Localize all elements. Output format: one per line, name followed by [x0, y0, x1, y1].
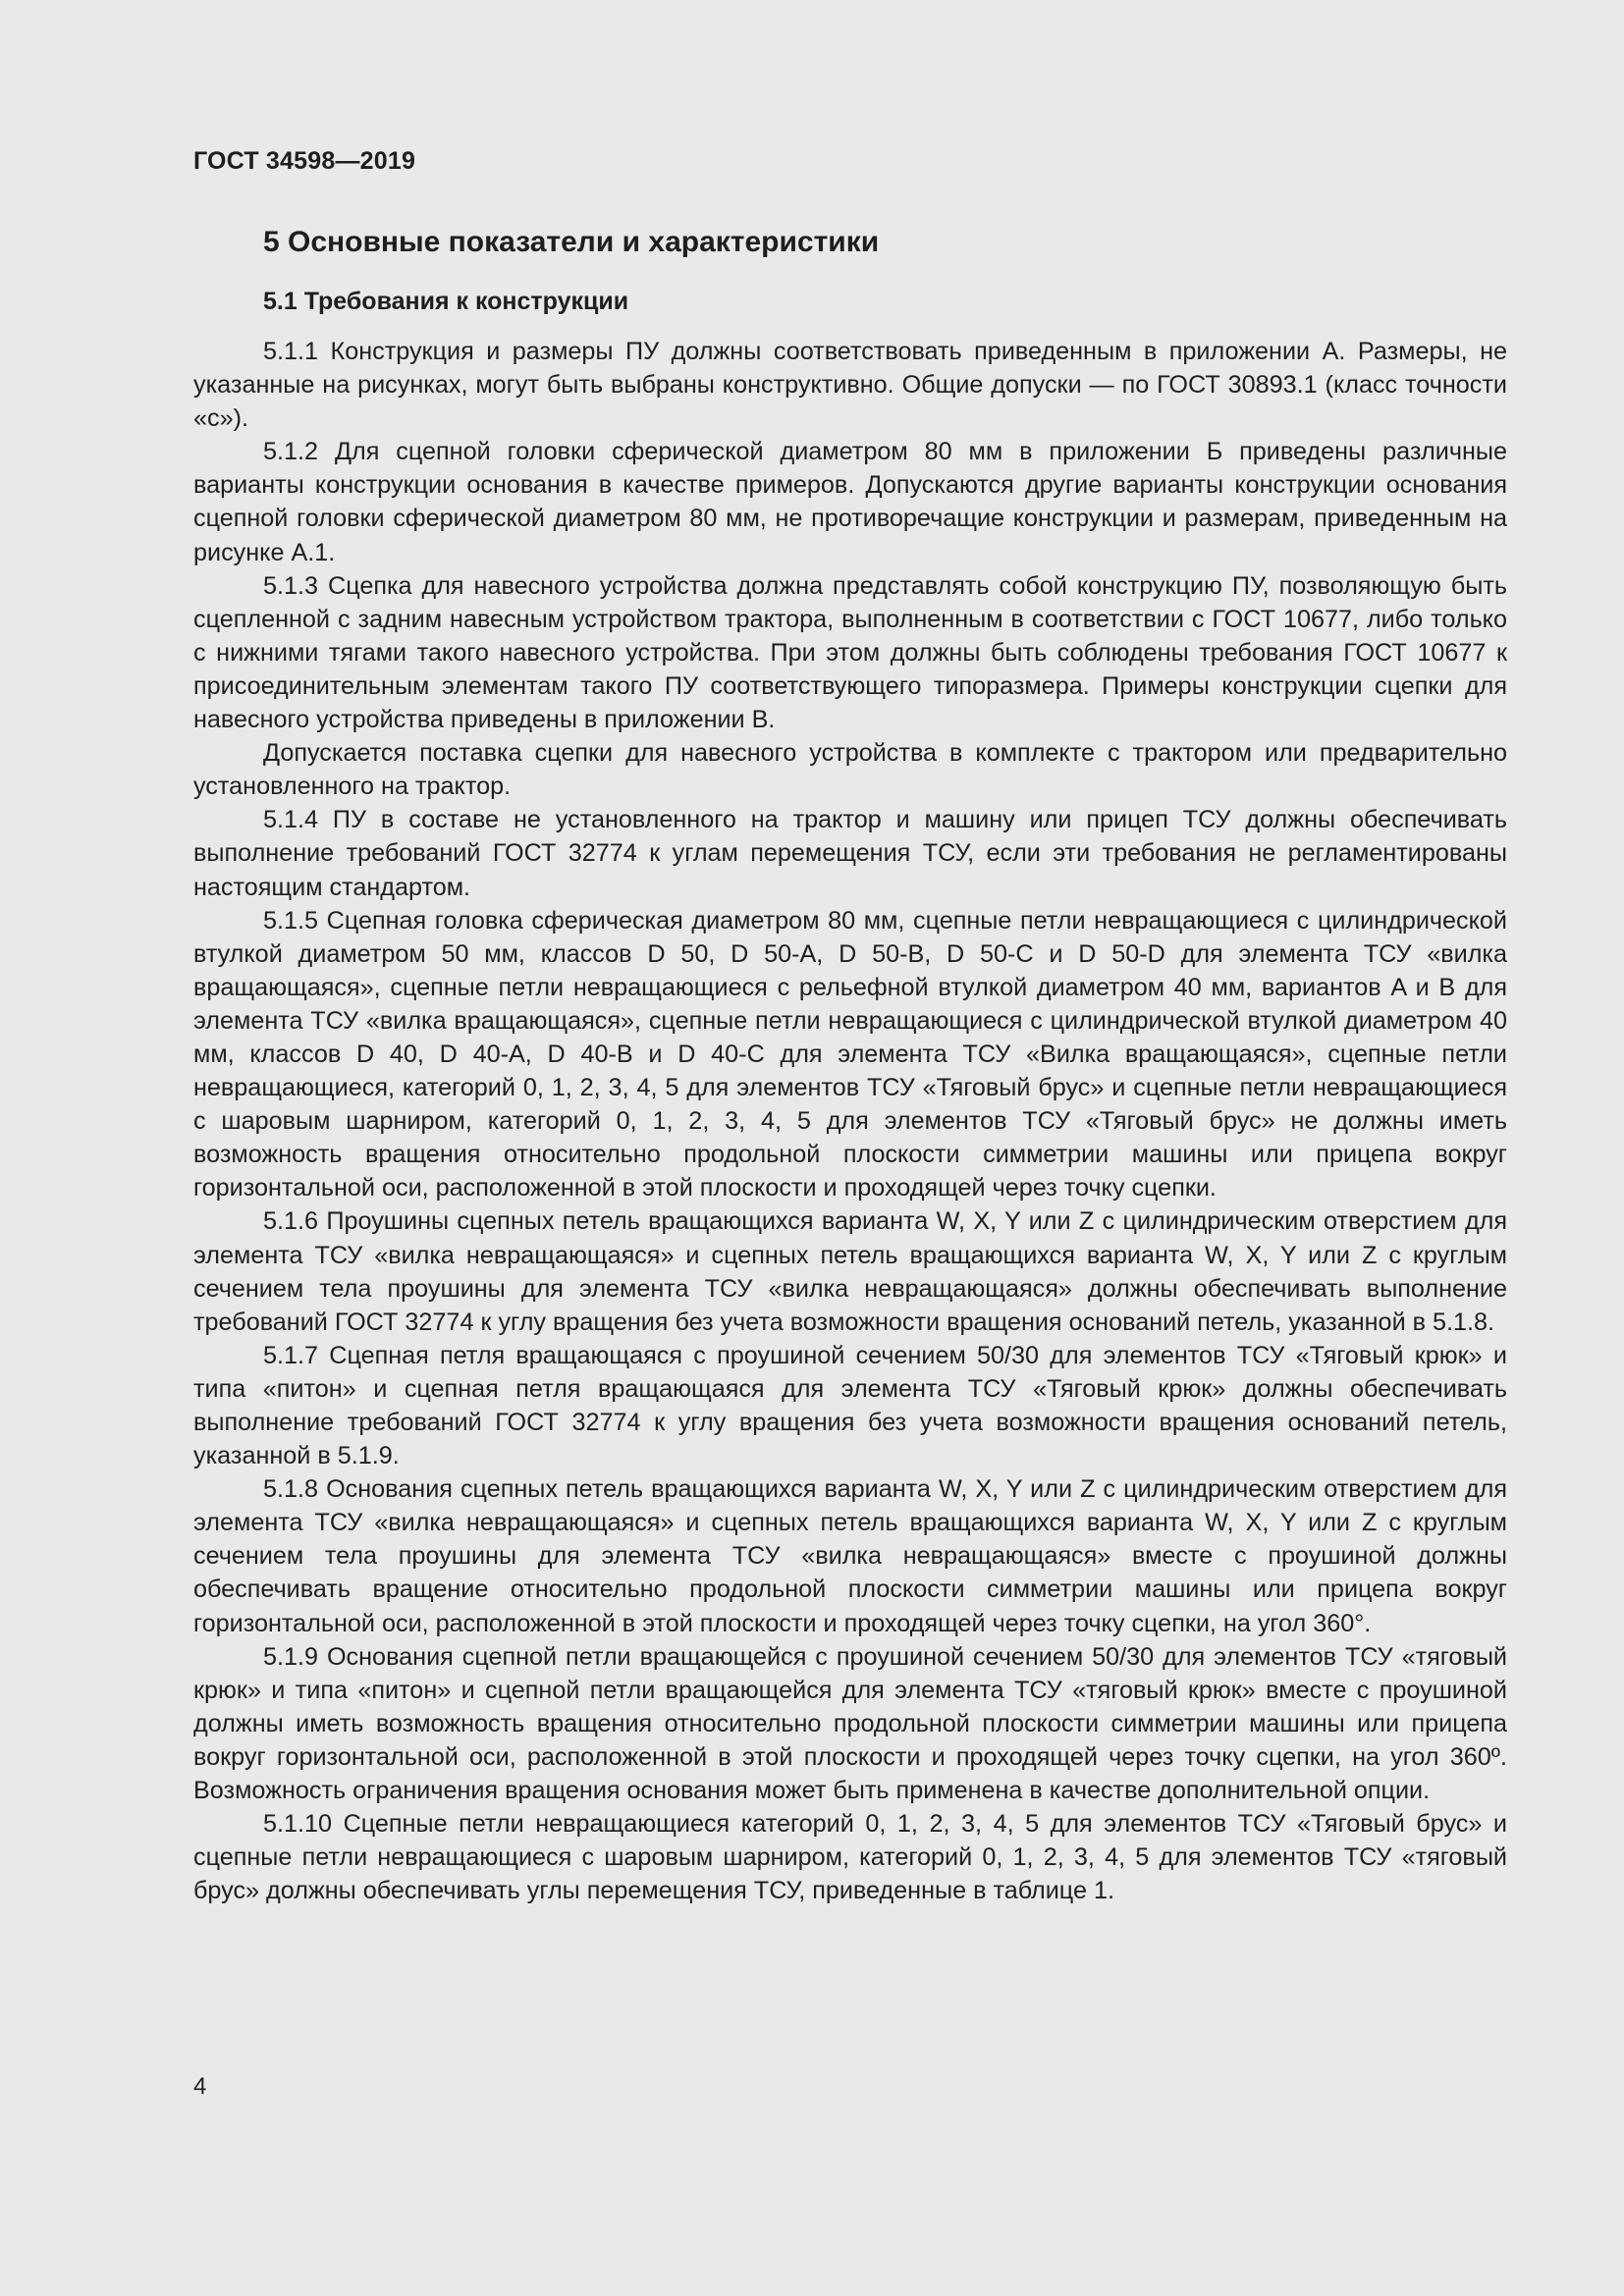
- body-text: [193, 335, 1507, 1907]
- paragraph-5-1-4: 5.1.4 ПУ в составе не установленного на трактор и машину или прицеп ТСУ должны обеспечивать выполнение требований ГОСТ 32774 к углам перемещения ТСУ, если эти требования не регламентированы настоящим стандартом.: [193, 806, 1507, 901]
- paragraph-5-1-9: 5.1.9 Основания сцепной петли вращающейся с проушиной сечением 50/30 для элементов ТСУ «тяговый крюк» и типа «питон» и сцепной петли вращающейся для элемента ТСУ «тяговый крюк» вместе с проушиной должны иметь возможность вращения относительно продольной плоскости симметрии машины или прицепа вокруг горизонтальной оси, расположенной в этой плоскости и проходящей через точку сцепки, на угол 360º. Возможность ограничения вращения основания может быть применена в качестве дополнительной опции.: [193, 1642, 1507, 1805]
- document-header: ГОСТ 34598—2019: [193, 147, 416, 175]
- paragraph-5-1-2: 5.1.2 Для сцепной головки сферической диаметром 80 мм в приложении Б приведены различные варианты конструкции основания в качестве примеров. Допускаются другие варианты конструкции основания сцепной головки сферической диаметром 80 мм, не противоречащие конструкции и размерам, приведенным на рисунке А.1.: [193, 438, 1507, 566]
- paragraph-5-1-1: 5.1.1 Конструкция и размеры ПУ должны соответствовать приведенным в приложении А. Размеры, не указанные на рисунках, могут быть выбраны конструктивно. Общие допуски — по ГОСТ 30893.1 (класс точности «с»).: [193, 338, 1507, 433]
- paragraph-5-1-3: 5.1.3 Сцепка для навесного устройства должна представлять собой конструкцию ПУ, позволяющую быть сцепленной с задним навесным устройством трактора, выполненным в соответствии с ГОСТ 10677, либо только с нижними тягами такого навесного устройства. При этом должны быть соблюдены требования ГОСТ 10677 к присоединительным элементам такого ПУ соответствующего типоразмера. Примеры конструкции сцепки для навесного устройства приведены в приложении В.: [193, 571, 1507, 734]
- paragraph-5-1-8: 5.1.8 Основания сцепных петель вращающихся варианта W, X, Y или Z с цилиндрическим отверстием для элемента ТСУ «вилка невращающаяся» и сцепных петель вращающихся варианта W, X, Y или Z с круглым сечением тела проушины для элемента ТСУ «вилка невращающаяся» вместе с проушиной должны обеспечивать вращение относительно продольной плоскости симметрии машины или прицепа вокруг горизонтальной оси, расположенной в этой плоскости и проходящей через точку сцепки, на угол 360°.: [193, 1475, 1507, 1637]
- page-number: 4: [193, 2073, 207, 2100]
- paragraph-5-1-10: 5.1.10 Сцепные петли невращающиеся категорий 0, 1, 2, 3, 4, 5 для элементов ТСУ «Тяговый брус» и сцепные петли невращающиеся с шаровым шарниром, категорий 0, 1, 2, 3, 4, 5 для элементов ТСУ «тяговый брус» должны обеспечивать углы перемещения ТСУ, приведенные в таблице 1.: [193, 1810, 1507, 1905]
- paragraph-5-1-6: 5.1.6 Проушины сцепных петель вращающихся варианта W, X, Y или Z с цилиндрическим отверстием для элемента ТСУ «вилка невращающаяся» и сцепных петель вращающихся варианта W, X, Y или Z с круглым сечением тела проушины для элемента ТСУ «вилка невращающаяся» должны обеспечивать выполнение требований ГОСТ 32774 к углу вращения без учета возможности вращения оснований петель, указанной в 5.1.8.: [193, 1207, 1507, 1336]
- paragraph-5-1-7: 5.1.7 Сцепная петля вращающаяся с проушиной сечением 50/30 для элементов ТСУ «Тяговый крюк» и типа «питон» и сцепная петля вращающаяся для элемента ТСУ «Тяговый крюк» должны обеспечивать выполнение требований ГОСТ 32774 к углу вращения без учета возможности вращения оснований петель, указанной в 5.1.9.: [193, 1341, 1507, 1470]
- paragraph-5-1-3-note: Допускается поставка сцепки для навесного устройства в комплекте с трактором или предварительно установленного на трактор.: [193, 739, 1507, 801]
- section-title: 5 Основные показатели и характеристики: [263, 226, 880, 258]
- subsection-title: 5.1 Требования к конструкции: [263, 288, 629, 315]
- paragraph-5-1-5: 5.1.5 Сцепная головка сферическая диаметром 80 мм, сцепные петли невращающиеся с цилиндрической втулкой диаметром 50 мм, классов D 50, D 50-A, D 50-B, D 50-C и D 50-D для элемента ТСУ «вилка вращающаяся», сцепные петли невращающиеся с рельефной втулкой диаметром 40 мм, вариантов A и B для элемента ТСУ «вилка вращающаяся», сцепные петли невращающиеся с цилиндрической втулкой диаметром 40 мм, классов D 40, D 40-A, D 40-B и D 40-C для элемента ТСУ «Вилка вращающаяся», сцепные петли невращающиеся, категорий 0, 1, 2, 3, 4, 5 для элементов ТСУ «Тяговый брус» и сцепные петли невращающиеся с шаровым шарниром, категорий 0, 1, 2, 3, 4, 5 для элементов ТСУ «Тяговый брус» не должны иметь возможность вращения относительно продольной плоскости симметрии машины или прицепа вокруг горизонтальной оси, расположенной в этой плоскости и проходящей через точку сцепки.: [193, 906, 1507, 1202]
